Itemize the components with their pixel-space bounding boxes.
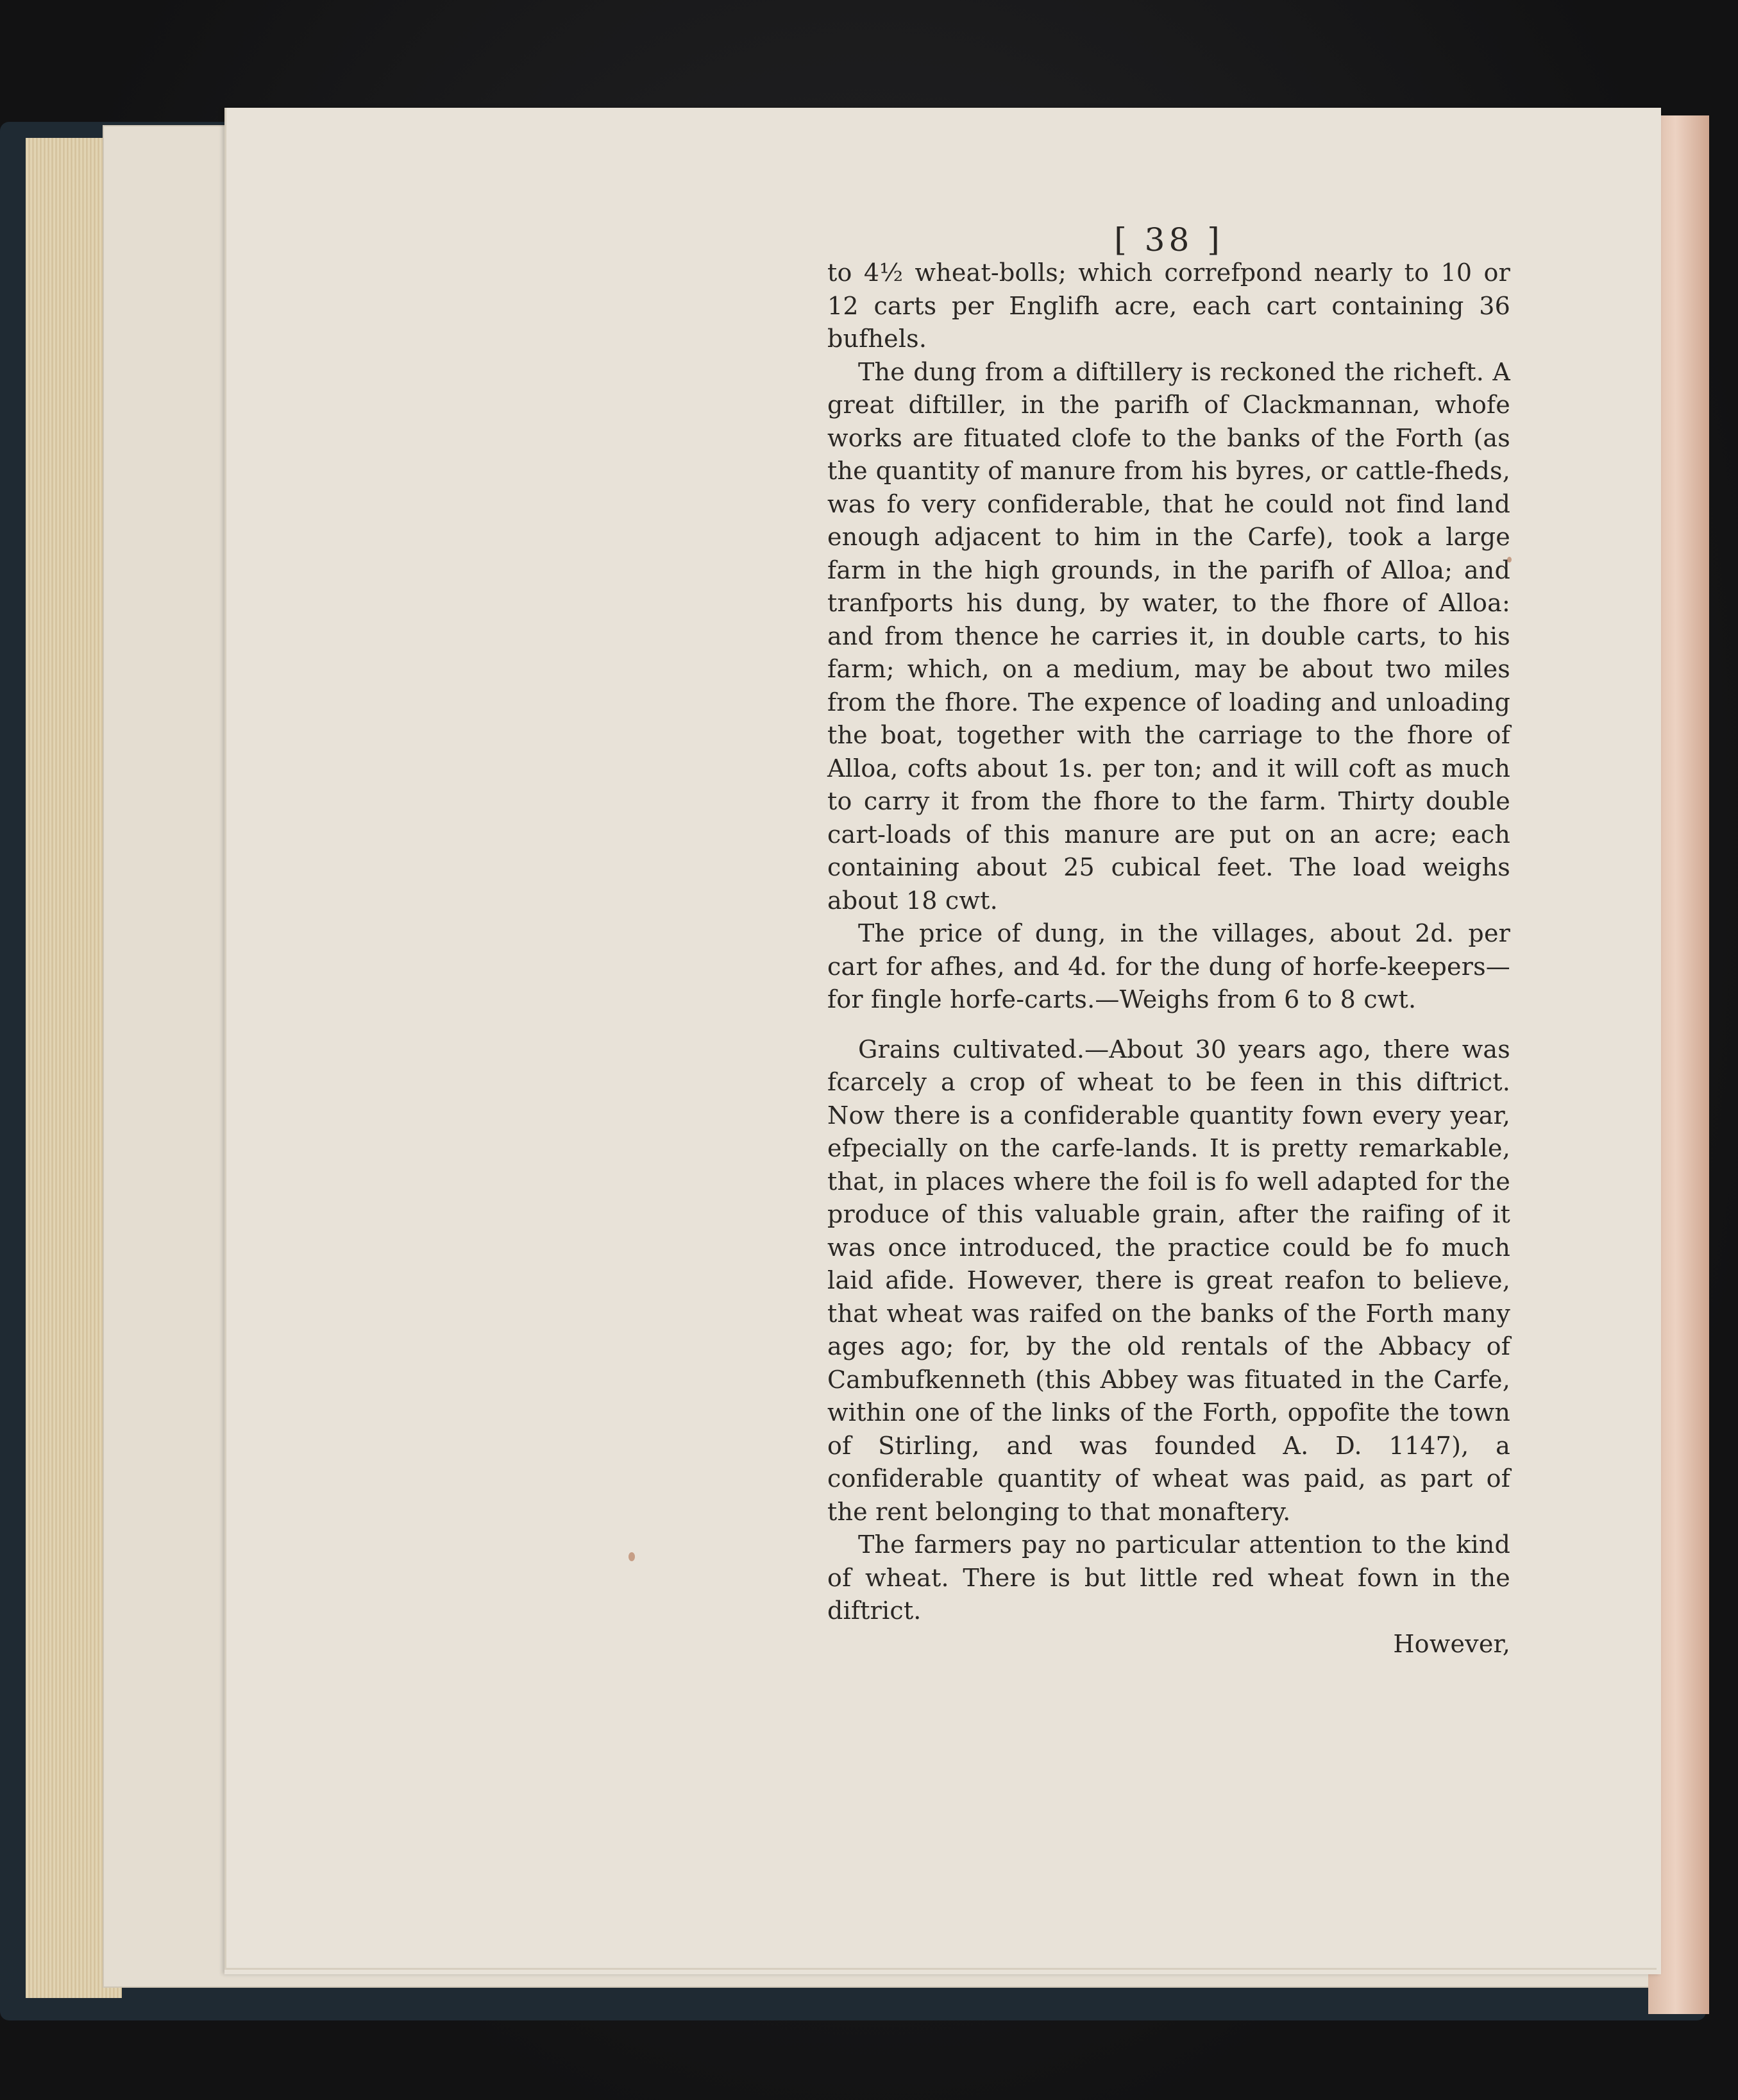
paragraph-dung-price: The price of dung, in the villages, about 2d. per cart for afhes, and 4d. for the dung of horfe-keepers—for fingle horfe-carts.—Weighs from 6 to 8 cwt. [827, 919, 1510, 1013]
page-number: [ 38 ] [1114, 221, 1224, 258]
paragraph-wheat-kind: The farmers pay no particular attention to the kind of wheat. There is but little red wheat fown in the diftrict. [827, 1530, 1510, 1625]
paragraph-distillery-dung: The dung from a diftillery is reckoned the richeft. A great diftiller, in the parifh of Clackmannan, whofe works are fituated clofe to the banks of the Forth (as the quantity of manure from his byres, or cattle-fheds, was fo very confiderable, that he could not find land enough adjacent to him in the Carfe), took a large farm in the high grounds, in the parifh of Alloa; and tranfports his dung, by water, to the fhore of Alloa: and from thence he carries it, in double carts, to his farm; which, on a medium, may be about two miles from the fhore. The expence of loading and unloading the boat, together with the carriage to the fhore of Alloa, cofts about 1s. per ton; and it will coft as much to carry it from the fhore to the farm. Thirty double cart-loads of this manure are put on an acre; each containing about 25 cubical feet. The load weighs about 18 cwt. [827, 357, 1510, 915]
body-text [827, 257, 1510, 1661]
catchword: However, [1393, 1629, 1510, 1658]
paper-fleck [629, 1552, 635, 1561]
paragraph-continuation: to 4½ wheat-bolls; which correfpond nearly to 10 or 12 carts per Englifh acre, each cart containing 36 bufhels. [827, 258, 1510, 353]
paragraph-grains-cultivated: Grains cultivated.—About 30 years ago, there was fcarcely a crop of wheat to be feen in this diftrict. Now there is a confiderable quantity fown every year, efpecially on the carfe-lands. It is pretty remarkable, that, in places where the foil is fo well adapted for the produce of this valuable grain, after the raifing of it was once introduced, the practice could be fo much laid afide. However, there is great reafon to believe, that wheat was raifed on the banks of the Forth many ages ago; for, by the old rentals of the Abbacy of Cambufkenneth (this Abbey was fituated in the Carfe, within one of the links of the Forth, oppofite the town of Stirling, and was founded A. D. 1147), a confiderable quantity of wheat was paid, as part of the rent belonging to that monaftery. [827, 1035, 1510, 1526]
